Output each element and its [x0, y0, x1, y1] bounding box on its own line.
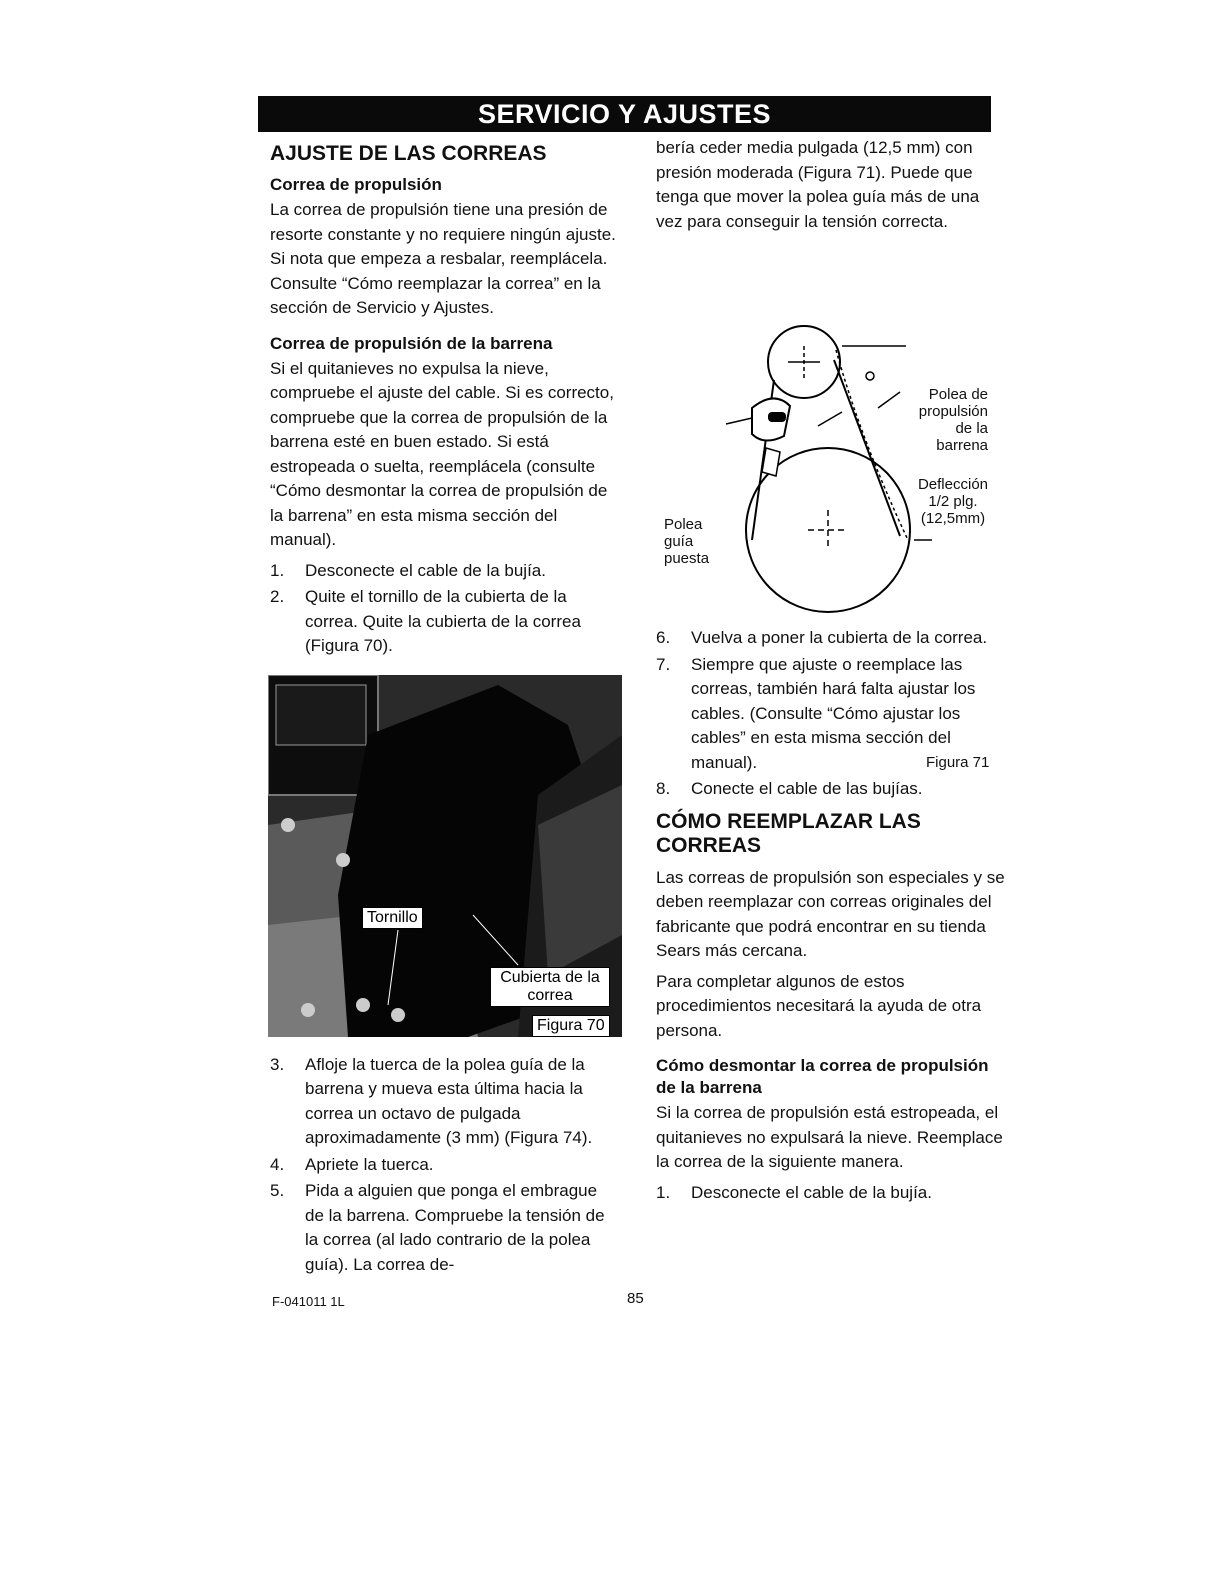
list-item: 3. Afloje la tuerca de la polea guía de la barrena y mueva esta última hacia la correa un octavo de pulgada aproximadamente (3 mm) (Figura 74).	[270, 1054, 593, 1147]
label-deflection: Deflección 1/2 plg. (12,5mm)	[917, 476, 989, 527]
steps-list-a	[270, 559, 620, 659]
right-column	[656, 136, 1008, 1207]
paragraph-continued: bería ceder media pulgada (12,5 mm) con presión moderada (Figura 71). Puede que tenga que mover la polea guía más de una vez para conseguir la tensión correcta.	[656, 138, 980, 231]
list-item: 2. Quite el tornillo de la cubierta de la correa. Quite la cubierta de la correa (Figura 70).	[270, 587, 581, 655]
paragraph-auger-belt: Si el quitanieves no expulsa la nieve, compruebe el ajuste del cable. Si es correcto, compruebe que la correa de propulsión de la barrena esté en buen estado. Si está estropeada o suelta, reemplácela (consulte “Cómo desmontar la correa de propulsión de la barrena” en esta misma sección del manual).	[270, 358, 614, 549]
paragraph-help: Para completar algunos de estos procedimientos necesitará la ayuda de otra persona.	[656, 971, 982, 1040]
list-item: 8. Conecte el cable de las bujías.	[656, 779, 923, 798]
list-item: 7. Siempre que ajuste o reemplace las correas, también hará falta ajustar los cables. (Consulte “Cómo ajustar los cables” en esta misma sección del manual).	[656, 654, 976, 772]
steps-list-b	[270, 1053, 620, 1278]
list-item: 1. Desconecte el cable de la bujía.	[656, 1182, 932, 1202]
steps-list-d	[656, 1181, 1008, 1206]
list-item: 1. Desconecte el cable de la bujía.	[270, 560, 546, 580]
list-item: 5. Pida a alguien que ponga el embrague de la barrena. Compruebe la tensión de la correa (al lado contrario de la polea guía). La correa de-	[270, 1181, 605, 1274]
figure-70-photo	[268, 675, 622, 1037]
paragraph-drive-belt: La correa de propulsión tiene una presión de resorte constante y no requiere ningún ajuste. Si nota que empeza a resbalar, reemplácela. Consulte “Cómo reemplazar la correa” en la sección de Servicio y Ajustes.	[270, 200, 616, 317]
subheading-auger-belt: Correa de propulsión de la barrena	[270, 333, 553, 353]
steps-list-c	[656, 626, 1008, 802]
document-code: F-041011 1L	[272, 1294, 345, 1309]
banner-title: SERVICIO Y AJUSTES	[477, 99, 772, 129]
paragraph-original-belts: Las correas de propulsión son especiales y se deben reemplazar con correas originales del fabricante que podrá encontrar en su tienda Sears más cercana.	[656, 867, 1005, 960]
list-item: 6. Vuelva a poner la cubierta de la correa.	[656, 628, 988, 647]
label-figure-70: Figura 70	[532, 1015, 610, 1037]
left-column	[270, 142, 620, 1279]
label-screw: Tornillo	[362, 907, 423, 929]
section-heading-replace: CÓMO REEMPLAZAR LAS CORREAS	[656, 809, 921, 857]
list-item: 4. Apriete la tuerca.	[270, 1154, 434, 1174]
label-auger-pulley: Polea de propulsión de la barrena	[918, 386, 988, 454]
label-guide-pulley: Polea guía puesta	[664, 516, 710, 567]
figure-71-caption: Figura 71	[926, 754, 990, 771]
paragraph-remove-belt: Si la correa de propulsión está estropeada, el quitanieves no expulsará la nieve. Reemplace la correa de la siguiente manera.	[656, 1103, 1003, 1171]
page-number: 85	[627, 1290, 644, 1307]
section-heading: AJUSTE DE LAS CORREAS	[270, 142, 547, 165]
subheading-drive-belt: Correa de propulsión	[270, 175, 442, 194]
subheading-remove-belt: Cómo desmontar la correa de propulsión de la barrena	[656, 1056, 989, 1097]
label-belt-cover: Cubierta de la correa	[490, 967, 610, 1007]
section-banner	[258, 96, 991, 132]
